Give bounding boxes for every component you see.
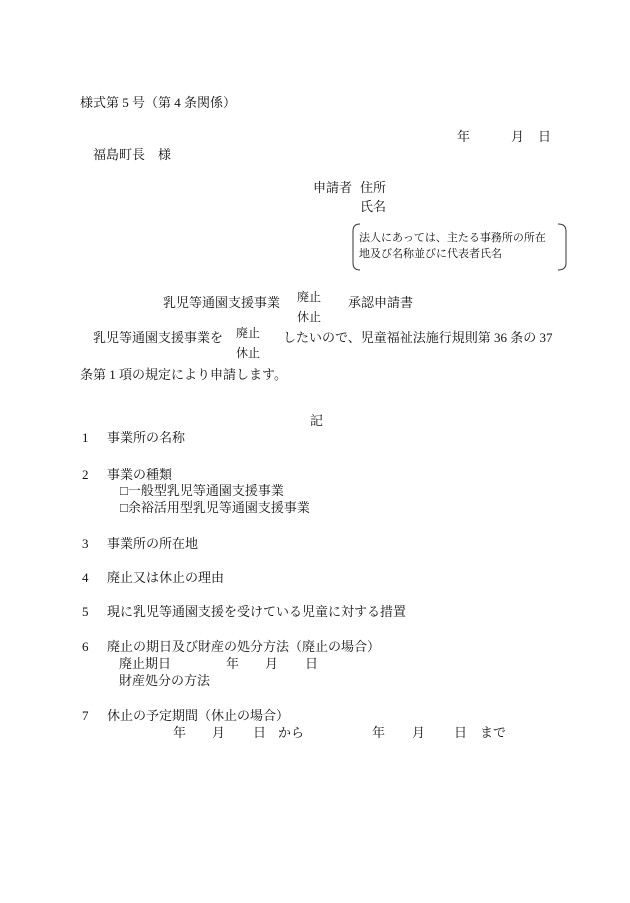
checkbox[interactable]: □ xyxy=(120,500,128,515)
period-end-year: 年 xyxy=(372,725,386,740)
item-label-suspension: 休止の予定期間（休止の場合） xyxy=(107,708,290,723)
form-number: 様式第 5 号（第 4 条関係） xyxy=(80,95,237,110)
body-option-abolish: 廃止 xyxy=(236,326,261,340)
item-label-facility-location: 事業所の所在地 xyxy=(107,536,199,551)
business-type-option-general[interactable] xyxy=(120,483,284,499)
period-start-day: 日 xyxy=(253,725,267,740)
item-number: 1 xyxy=(82,430,89,445)
period-start-year: 年 xyxy=(173,725,187,740)
abolition-date-month: 月 xyxy=(265,656,279,671)
period-start-month: 月 xyxy=(212,725,226,740)
item-number: 4 xyxy=(82,570,89,585)
corporate-note-line: 地及び名称並びに代表者氏名 xyxy=(359,248,502,260)
item-label-reason: 廃止又は休止の理由 xyxy=(107,570,225,585)
abolition-date-label: 廃止期日 xyxy=(119,656,172,671)
body-option-suspend: 休止 xyxy=(236,346,261,360)
ki-heading: 記 xyxy=(310,413,324,428)
abolition-date-year: 年 xyxy=(226,656,240,671)
item-label-facility-name: 事業所の名称 xyxy=(107,430,186,445)
applicant-name-label: 氏名 xyxy=(360,199,387,214)
business-type-option-spare-capacity[interactable] xyxy=(120,500,310,516)
option-label: 余裕活用型乳児等通園支援事業 xyxy=(127,500,310,515)
corporate-note-line: 法人にあっては、主たる事務所の所在 xyxy=(359,232,546,244)
abolition-date-day: 日 xyxy=(305,656,319,671)
period-end-day: 日 xyxy=(454,725,468,740)
item-label-abolition: 廃止の期日及び財産の処分方法（廃止の場合） xyxy=(107,639,381,654)
item-number: 6 xyxy=(82,639,89,654)
option-label: 一般型乳児等通園支援事業 xyxy=(127,483,284,498)
title-option-abolish: 廃止 xyxy=(297,290,322,304)
checkbox[interactable]: □ xyxy=(120,483,128,498)
date-day-label: 日 xyxy=(538,129,552,144)
applicant-address-label: 住所 xyxy=(360,180,387,195)
period-end-month: 月 xyxy=(412,725,426,740)
item-label-business-type: 事業の種類 xyxy=(107,467,173,482)
item-number: 2 xyxy=(82,467,89,482)
item-number: 5 xyxy=(82,604,89,619)
property-disposal-label: 財産処分の方法 xyxy=(119,673,211,688)
body-line1-suffix: したいので、児童福祉法施行規則第 36 条の 37 xyxy=(283,330,553,345)
body-line2: 条第 1 項の規定により申請します。 xyxy=(80,367,287,382)
right-bracket xyxy=(558,224,566,270)
period-from: から xyxy=(278,725,305,740)
applicant-label: 申請者 xyxy=(313,180,353,195)
item-number: 3 xyxy=(82,536,89,551)
date-year-label: 年 xyxy=(457,129,471,144)
body-line1-prefix: 乳児等通園支援事業を xyxy=(93,330,224,345)
title-prefix: 乳児等通園支援事業 xyxy=(163,295,281,310)
title-option-suspend: 休止 xyxy=(297,310,322,324)
date-month-label: 月 xyxy=(511,129,525,144)
title-suffix: 承認申請書 xyxy=(348,295,414,310)
item-number: 7 xyxy=(82,708,89,723)
period-until: まで xyxy=(480,725,507,740)
item-label-measures: 現に乳児等通園支援を受けている児童に対する措置 xyxy=(107,604,407,619)
addressee: 福島町長 様 xyxy=(93,147,172,162)
